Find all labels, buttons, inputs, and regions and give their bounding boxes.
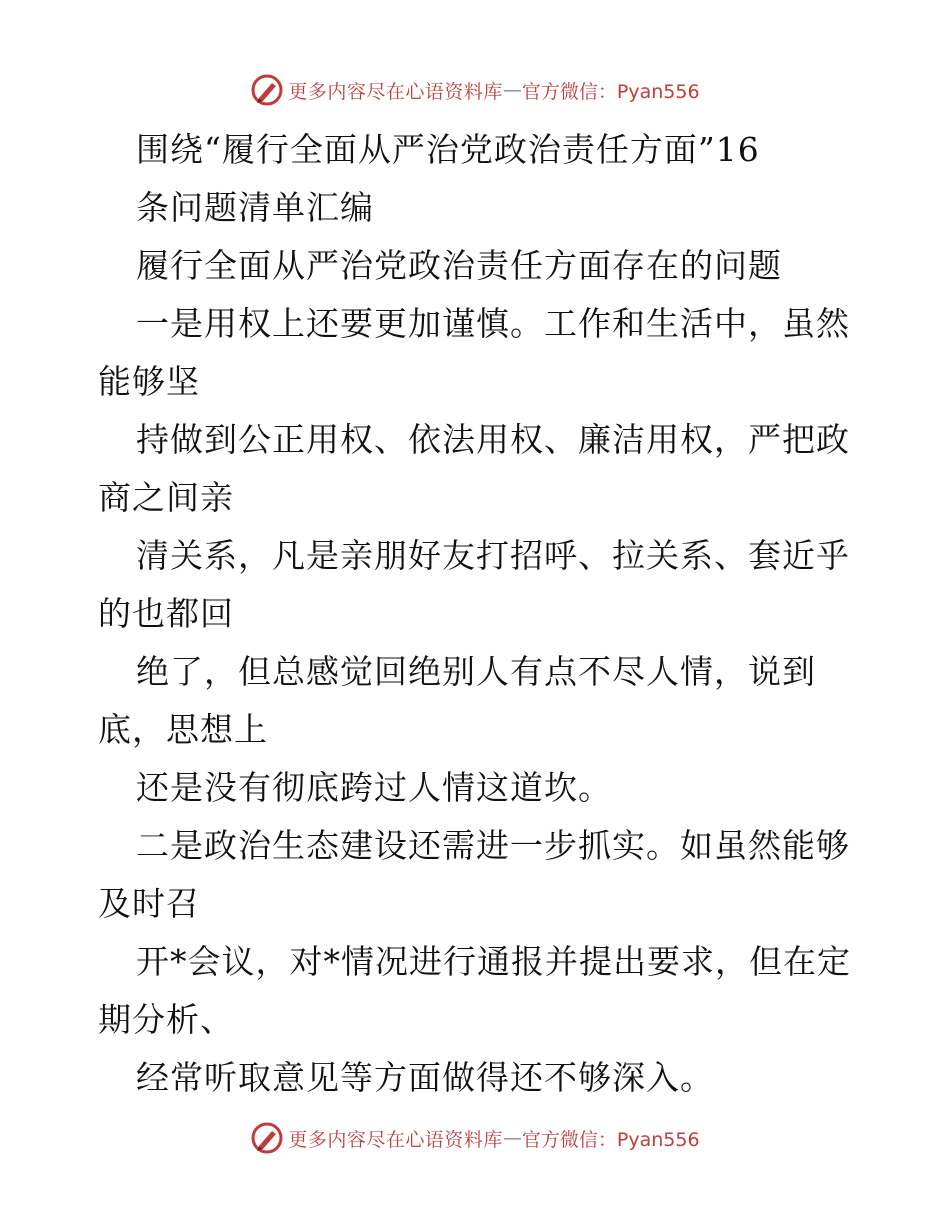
text-line: 期分析、 xyxy=(98,1000,234,1039)
text-line: 围绕“履行全面从严治党政治责任方面”16 xyxy=(136,130,760,169)
text-line: 开*会议，对*情况进行通报并提出要求，但在定 xyxy=(136,942,851,981)
text-line: 经常听取意见等方面做得还不够深入。 xyxy=(136,1058,714,1097)
text-line: 条问题清单汇编 xyxy=(136,188,374,227)
text-line: 二是政治生态建设还需进一步抓实。如虽然能够 xyxy=(136,826,850,865)
pen-logo-icon xyxy=(250,73,284,107)
text-line: 一是用权上还要更加谨慎。工作和生活中，虽然 xyxy=(136,304,850,343)
text-line: 绝了，但总感觉回绝别人有点不尽人情，说到 xyxy=(136,652,816,691)
banner-separator: — xyxy=(502,79,522,101)
text-line: 还是没有彻底跨过人情这道坎。 xyxy=(136,768,612,807)
text-line: 底，思想上 xyxy=(98,710,268,749)
banner-text: 更多内容尽在心语资料库 xyxy=(288,80,503,103)
footer-watermark-banner xyxy=(0,1118,950,1158)
text-line: 的也都回 xyxy=(98,594,234,633)
banner-contact: 官方微信：Pyan556 xyxy=(521,1128,700,1151)
pen-logo-icon xyxy=(250,1121,284,1155)
banner-separator: — xyxy=(502,1127,522,1149)
text-line: 履行全面从严治党政治责任方面存在的问题 xyxy=(136,246,782,285)
header-watermark-banner xyxy=(0,70,950,110)
text-line: 清关系，凡是亲朋好友打招呼、拉关系、套近乎 xyxy=(136,536,850,575)
text-line: 持做到公正用权、依法用权、廉洁用权，严把政 xyxy=(136,420,850,459)
text-line: 能够坚 xyxy=(98,362,200,401)
banner-contact: 官方微信：Pyan556 xyxy=(521,80,700,103)
text-line: 及时召 xyxy=(98,884,200,923)
text-line: 商之间亲 xyxy=(98,478,234,517)
banner-text: 更多内容尽在心语资料库 xyxy=(288,1128,503,1151)
document-body xyxy=(98,121,858,1107)
